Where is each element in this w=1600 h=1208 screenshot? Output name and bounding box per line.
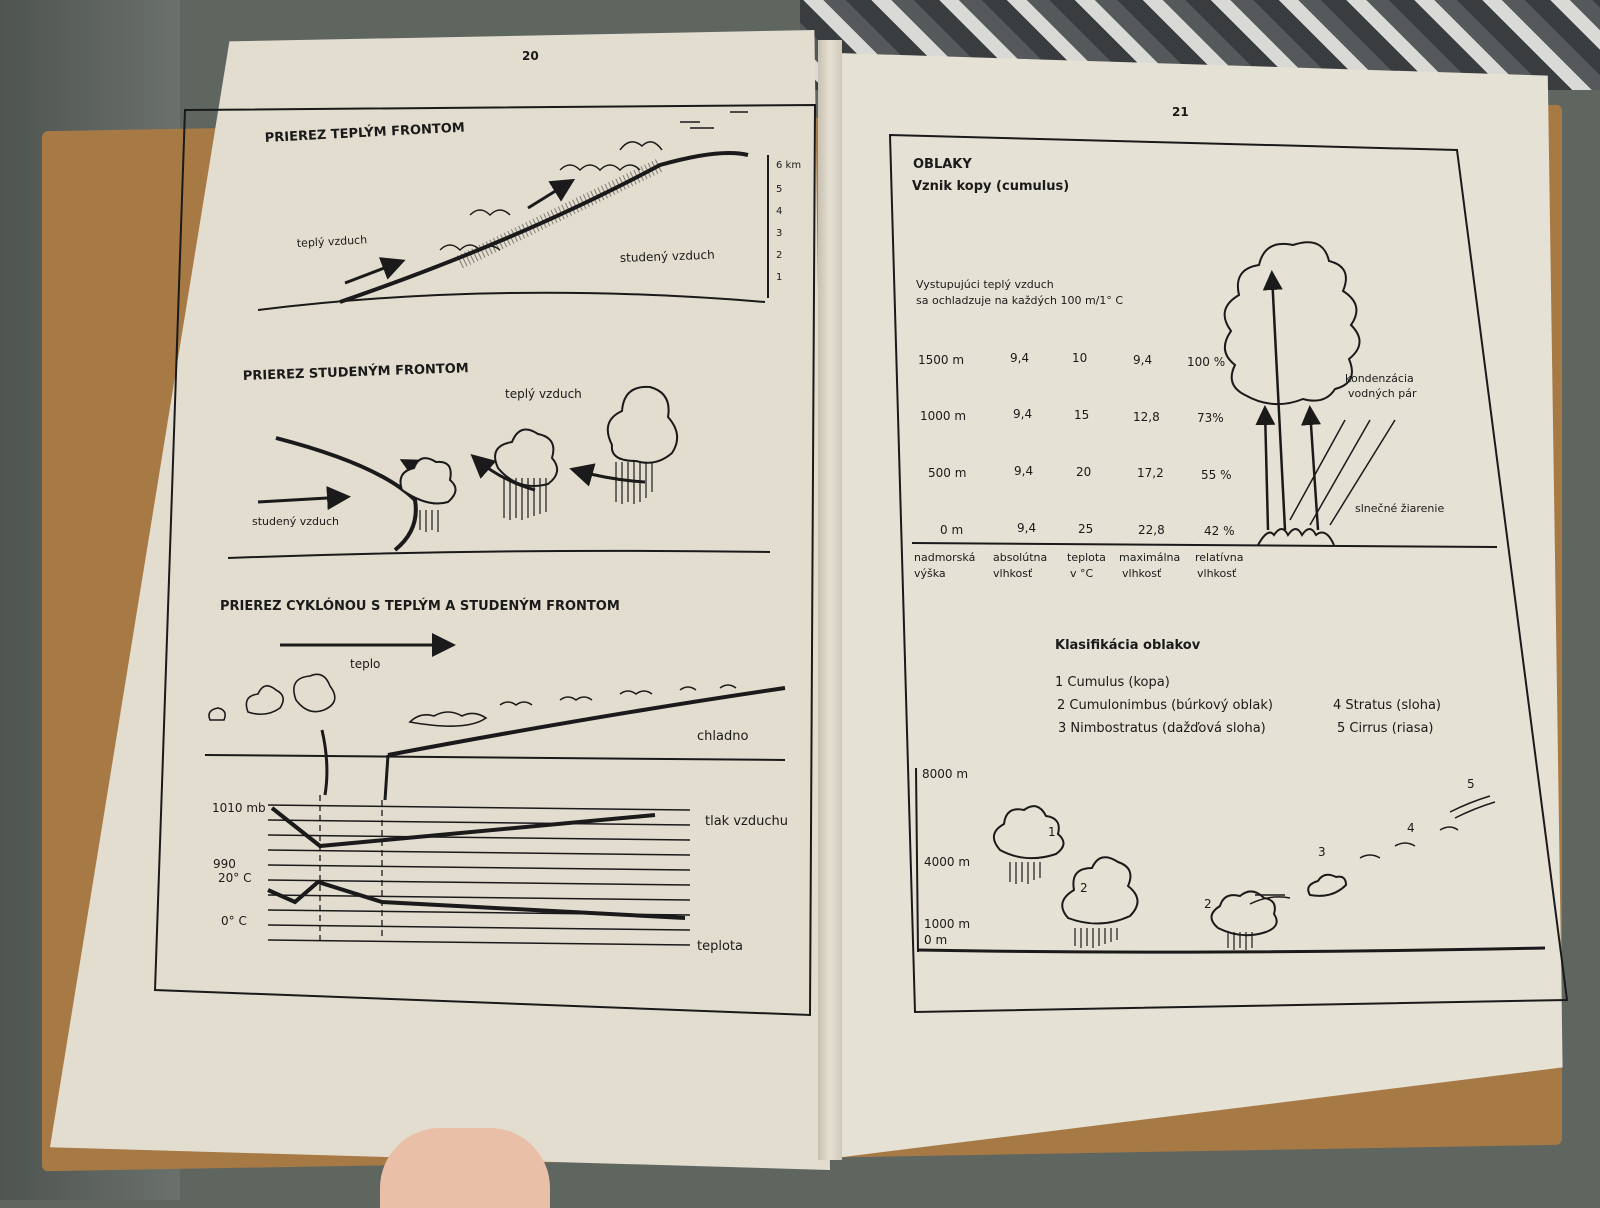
cyclone-clouds: [209, 674, 486, 726]
sunlight-label: slnečné žiarenie: [1355, 502, 1445, 515]
svg-text:100 %: 100 %: [1187, 355, 1226, 369]
note-line-2: sa ochladzuje na každých 100 m/1° C: [916, 294, 1124, 307]
svg-text:9,4: 9,4: [1010, 351, 1030, 365]
svg-text:4: 4: [776, 206, 783, 217]
warm-front-ground: [258, 293, 765, 310]
pressure-label: tlak vzduchu: [705, 814, 788, 829]
svg-text:2 Cumulonimbus (búrkový oblak: 2 Cumulonimbus (búrkový oblak): [1057, 698, 1273, 713]
svg-text:73%: 73%: [1197, 411, 1224, 425]
svg-text:9,4: 9,4: [1014, 464, 1034, 478]
left-page-number: 20: [522, 49, 539, 63]
svg-text:1: 1: [1048, 825, 1056, 839]
svg-text:3 Nimbostratus (dažďová sloha: 3 Nimbostratus (dažďová sloha): [1058, 721, 1266, 736]
altitude-labels: [922, 767, 970, 947]
svg-text:5 Cirrus (riasa): 5 Cirrus (riasa): [1337, 721, 1434, 736]
svg-text:4 Stratus (sloha): 4 Stratus (sloha): [1333, 698, 1441, 713]
right-title: OBLAKY: [913, 157, 972, 172]
svg-text:17,2: 17,2: [1137, 466, 1164, 480]
cold-front-clouds: [401, 387, 678, 504]
warm-front-title: PRIEREZ TEPLÝM FRONTOM: [264, 120, 466, 146]
svg-text:výška: výška: [914, 567, 946, 580]
pressure-curve: [272, 808, 655, 846]
altitude-axis: [916, 768, 918, 952]
svg-text:vlhkosť: vlhkosť: [1197, 567, 1237, 580]
cold-front-cold-label: studený vzduch: [252, 515, 340, 528]
chart-ground: [918, 948, 1545, 952]
condensation-label-1: kondenzácia: [1345, 372, 1414, 385]
note-line-1: Vystupujúci teplý vzduch: [916, 278, 1054, 291]
temperature-label: teplota: [697, 939, 743, 954]
svg-text:1000 m: 1000 m: [920, 409, 967, 423]
classification-title: Klasifikácia oblakov: [1055, 638, 1201, 653]
cold-front-warm-label: teplý vzduch: [505, 387, 582, 401]
scale-unit: 6 km: [776, 160, 802, 171]
svg-text:relatívna: relatívna: [1195, 551, 1244, 564]
classification-list: [1055, 675, 1441, 736]
cold-front-title: PRIEREZ STUDENÝM FRONTOM: [242, 361, 470, 384]
svg-text:20: 20: [1076, 465, 1092, 479]
svg-text:0° C: 0° C: [221, 914, 247, 928]
svg-text:v °C: v °C: [1070, 567, 1094, 580]
svg-text:10: 10: [1072, 351, 1088, 365]
svg-text:15: 15: [1074, 408, 1090, 422]
svg-text:1000 m: 1000 m: [924, 917, 971, 931]
svg-text:20° C: 20° C: [218, 871, 252, 885]
cold-front-surface: [276, 438, 416, 550]
cyclone-ground: [205, 755, 785, 760]
svg-text:4: 4: [1407, 821, 1415, 835]
svg-text:3: 3: [1318, 845, 1326, 859]
svg-text:2: 2: [1080, 881, 1088, 895]
svg-text:500 m: 500 m: [928, 466, 967, 480]
svg-text:0 m: 0 m: [924, 933, 948, 947]
table-headers: [914, 551, 1243, 580]
thumb: [380, 1128, 550, 1208]
svg-text:9,4: 9,4: [1013, 407, 1033, 421]
warm-air-arrow: [345, 262, 400, 283]
condensation-label-2: vodných pár: [1348, 387, 1417, 400]
table-baseline: [912, 543, 1497, 547]
svg-text:1500 m: 1500 m: [918, 353, 965, 367]
svg-text:vlhkosť: vlhkosť: [993, 567, 1033, 580]
svg-text:1 Cumulus (kopa): 1 Cumulus (kopa): [1055, 675, 1170, 690]
svg-text:12,8: 12,8: [1133, 410, 1160, 424]
cyclone-title: PRIEREZ CYKLÓNOU S TEPLÝM A STUDENÝM FRONTOM: [220, 599, 620, 614]
svg-text:990: 990: [213, 857, 236, 871]
cyclone-graph-lines: [268, 805, 690, 945]
cold-label: chladno: [697, 729, 749, 744]
svg-text:vlhkosť: vlhkosť: [1122, 567, 1162, 580]
svg-text:nadmorská: nadmorská: [914, 551, 976, 564]
svg-text:4000 m: 4000 m: [924, 855, 971, 869]
cold-front-ground: [228, 551, 770, 558]
warm-label: teplo: [350, 657, 381, 671]
left-frame: [155, 105, 815, 1015]
svg-text:0 m: 0 m: [940, 523, 964, 537]
right-subtitle: Vznik kopy (cumulus): [912, 179, 1070, 194]
svg-text:absolútna: absolútna: [993, 551, 1048, 564]
svg-text:maximálna: maximálna: [1119, 551, 1181, 564]
cumulus-cloud: [1225, 242, 1360, 404]
svg-text:2: 2: [776, 250, 783, 261]
cold-air-label: studený vzduch: [619, 247, 715, 265]
svg-text:9,4: 9,4: [1133, 353, 1153, 367]
humidity-table: [918, 351, 1235, 538]
svg-text:42 %: 42 %: [1204, 524, 1235, 538]
classification-clouds: [994, 806, 1346, 935]
svg-text:8000 m: 8000 m: [922, 767, 969, 781]
right-page-number: 21: [1172, 105, 1189, 119]
svg-text:1: 1: [776, 272, 783, 283]
svg-text:25: 25: [1078, 522, 1094, 536]
svg-text:teplota: teplota: [1067, 551, 1106, 564]
warm-air-label: teplý vzduch: [296, 233, 368, 250]
warm-front-surface: [340, 153, 748, 302]
svg-text:22,8: 22,8: [1138, 523, 1165, 537]
svg-text:5: 5: [1467, 777, 1475, 791]
cold-air-arrow: [258, 497, 345, 502]
svg-text:1010 mb: 1010 mb: [212, 801, 266, 815]
svg-text:55 %: 55 %: [1201, 468, 1232, 482]
svg-text:3: 3: [776, 228, 783, 239]
svg-text:2: 2: [1204, 897, 1212, 911]
svg-text:5: 5: [776, 184, 783, 195]
svg-text:9,4: 9,4: [1017, 521, 1037, 535]
warm-front-clouds: [440, 112, 748, 250]
